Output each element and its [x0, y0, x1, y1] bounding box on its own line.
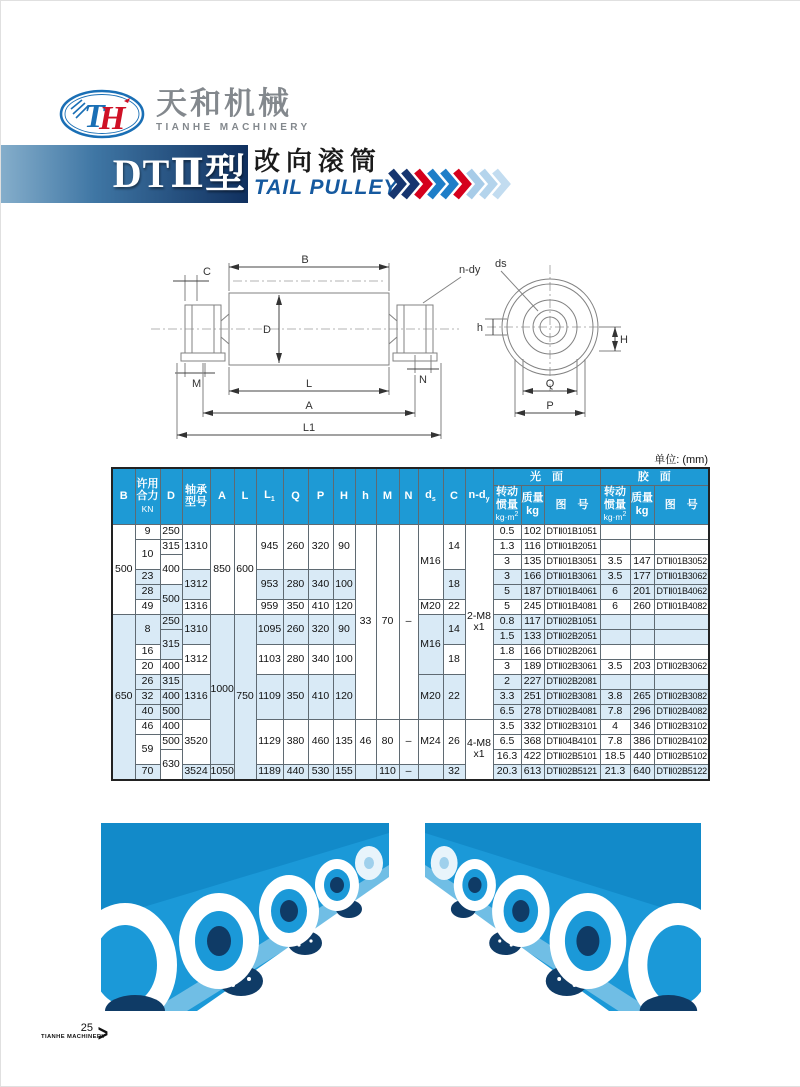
spec-cell: 18	[443, 644, 465, 674]
spec-cell: 6	[600, 599, 630, 614]
spec-cell: 3.8	[600, 689, 630, 704]
column-header: M	[376, 468, 399, 524]
product-title-cn: 改向滚筒	[254, 146, 383, 176]
column-header: H	[333, 468, 355, 524]
spec-cell: 251	[521, 689, 544, 704]
spec-cell	[654, 539, 709, 554]
page-number: 25	[80, 1022, 93, 1034]
svg-text:N: N	[419, 374, 427, 386]
spec-cell: 1316	[182, 674, 210, 719]
spec-cell: 650	[112, 614, 135, 780]
spec-cell	[654, 614, 709, 629]
spec-cell: 440	[283, 764, 308, 780]
spec-cell: 20	[135, 659, 160, 674]
spec-cell	[630, 524, 654, 539]
spec-cell: 187	[521, 584, 544, 599]
spec-cell: 203	[630, 659, 654, 674]
spec-cell	[600, 674, 630, 689]
spec-cell: 49	[135, 599, 160, 614]
spec-cell: 245	[521, 599, 544, 614]
spec-cell: 850	[210, 524, 234, 614]
spec-cell: 7.8	[600, 734, 630, 749]
spec-cell: DTⅡ02B2051	[544, 629, 600, 644]
spec-cell: 346	[630, 719, 654, 734]
spec-cell: 1000	[210, 614, 234, 764]
spec-cell: 117	[521, 614, 544, 629]
spec-cell	[600, 524, 630, 539]
spec-cell: 250	[160, 614, 182, 629]
spec-cell: DTⅡ01B3051	[544, 554, 600, 569]
spec-cell: 120	[333, 599, 355, 614]
model-name: DTⅡ型	[112, 151, 246, 196]
spec-cell: DTⅡ01B1051	[544, 524, 600, 539]
spec-cell: 315	[160, 674, 182, 689]
column-header: L	[234, 468, 256, 524]
spec-cell: 227	[521, 674, 544, 689]
spec-cell: 1050	[210, 764, 234, 780]
spec-cell: 1.8	[493, 644, 521, 659]
spec-cell	[654, 644, 709, 659]
spec-cell: DTⅡ02B3101	[544, 719, 600, 734]
spec-cell: DTⅡ02B4081	[544, 704, 600, 719]
spec-cell	[654, 629, 709, 644]
column-header: $n-d_y$	[465, 468, 493, 524]
spec-cell: 440	[630, 749, 654, 764]
spec-cell: M16	[418, 614, 443, 674]
spec-cell: 260	[283, 614, 308, 644]
spec-cell: 410	[308, 599, 333, 614]
spec-cell: 5	[493, 584, 521, 599]
chevron-arrows-icon	[387, 167, 527, 205]
spec-cell: M24	[418, 719, 443, 764]
spec-cell: DTⅡ02B5102	[654, 749, 709, 764]
spec-cell: 120	[333, 674, 355, 719]
spec-cell: 3.5	[600, 554, 630, 569]
svg-text:h: h	[476, 322, 483, 334]
spec-cell: DTⅡ02B2061	[544, 644, 600, 659]
spec-cell: 90	[333, 524, 355, 569]
column-header: D	[160, 468, 182, 524]
column-header: B	[112, 468, 135, 524]
spec-cell: 4	[600, 719, 630, 734]
spec-cell: DTⅡ02B3081	[544, 689, 600, 704]
spec-cell: 400	[160, 719, 182, 734]
spec-cell: –	[399, 764, 418, 780]
spec-cell: DTⅡ02B1051	[544, 614, 600, 629]
footer-company: TIANHE MACHINERY	[41, 1034, 106, 1040]
spec-cell: 320	[308, 524, 333, 569]
spec-cell: 368	[521, 734, 544, 749]
svg-text:L1: L1	[302, 422, 316, 434]
spec-cell: 410	[308, 674, 333, 719]
spec-cell: 1189	[256, 764, 283, 780]
spec-cell: DTⅡ01B3062	[654, 569, 709, 584]
pulley-side-view	[151, 254, 481, 439]
spec-cell: DTⅡ02B4102	[654, 734, 709, 749]
spec-cell: 280	[283, 569, 308, 599]
spec-cell: 500	[160, 704, 182, 719]
spec-cell: 9	[135, 524, 160, 539]
spec-cell	[600, 539, 630, 554]
spec-cell	[600, 629, 630, 644]
spec-cell: 400	[160, 689, 182, 704]
spec-cell: 460	[308, 719, 333, 764]
column-header: $d_s$	[418, 468, 443, 524]
column-header: 质量 kg	[521, 486, 544, 525]
column-header: N	[399, 468, 418, 524]
spec-cell: M20	[418, 674, 443, 719]
spec-cell: 116	[521, 539, 544, 554]
spec-cell: 613	[521, 764, 544, 780]
spec-cell: 70	[135, 764, 160, 780]
unit-note: 单位: (mm)	[654, 454, 708, 466]
spec-cell: 26	[443, 719, 465, 764]
svg-text:H: H	[620, 334, 628, 346]
spec-cell: 250	[160, 524, 182, 539]
table-row	[112, 524, 709, 539]
spec-cell: 40	[135, 704, 160, 719]
spec-cell: DTⅡ01B2051	[544, 539, 600, 554]
pulley-photo-left	[101, 823, 389, 1011]
column-header: 图 号	[544, 486, 600, 525]
spec-cell: 1103	[256, 644, 283, 674]
spec-cell: 380	[283, 719, 308, 764]
spec-cell: DTⅡ04B4101	[544, 734, 600, 749]
spec-cell: 102	[521, 524, 544, 539]
spec-cell: 3	[493, 554, 521, 569]
spec-cell: 3520	[182, 719, 210, 764]
spec-cell: 3524	[182, 764, 210, 780]
spec-cell: 530	[308, 764, 333, 780]
spec-cell	[630, 644, 654, 659]
spec-cell: 80	[376, 719, 399, 764]
spec-cell: 23	[135, 569, 160, 584]
svg-text:n-dy: n-dy	[459, 264, 481, 276]
spec-cell: 8	[135, 614, 160, 644]
spec-cell: 155	[333, 764, 355, 780]
spec-cell: 147	[630, 554, 654, 569]
product-title-en: TAIL PULLEY	[254, 176, 399, 199]
column-header: 转动 惯量 $kg\cdot m^2$	[600, 486, 630, 525]
svg-text:L: L	[305, 378, 313, 390]
company-name-cn: 天和机械	[156, 86, 292, 121]
technical-drawing	[129, 251, 691, 457]
tianhe-logo-icon	[58, 87, 146, 141]
spec-cell: 1310	[182, 614, 210, 644]
company-name	[156, 87, 311, 133]
spec-cell: 500	[112, 524, 135, 614]
spec-cell: DTⅡ02B5101	[544, 749, 600, 764]
spec-cell: 315	[160, 539, 182, 554]
svg-text:ds: ds	[495, 258, 507, 270]
spec-cell: 945	[256, 524, 283, 569]
column-header: Q	[283, 468, 308, 524]
spec-cell: 110	[376, 764, 399, 780]
spec-cell: 400	[160, 659, 182, 674]
spec-cell	[600, 644, 630, 659]
spec-cell	[630, 539, 654, 554]
spec-cell: DTⅡ02B3102	[654, 719, 709, 734]
spec-cell: 386	[630, 734, 654, 749]
column-header: 图 号	[654, 486, 709, 525]
spec-cell: 18	[443, 569, 465, 599]
spec-cell: 3.5	[493, 719, 521, 734]
spec-cell: DTⅡ01B4062	[654, 584, 709, 599]
spec-cell: 953	[256, 569, 283, 599]
spec-cell: 46	[135, 719, 160, 734]
spec-cell: 320	[308, 614, 333, 644]
svg-text:A: A	[305, 400, 313, 412]
spec-cell: 90	[333, 614, 355, 644]
spec-cell: 260	[630, 599, 654, 614]
spec-cell: DTⅡ01B4081	[544, 599, 600, 614]
column-header: 轴承 型号	[182, 468, 210, 524]
spec-cell: 332	[521, 719, 544, 734]
spec-cell: 16	[135, 644, 160, 659]
spec-cell	[630, 614, 654, 629]
column-header: h	[355, 468, 376, 524]
group-header: 胶 面	[600, 468, 709, 486]
spec-cell: 1312	[182, 569, 210, 599]
spec-cell: 296	[630, 704, 654, 719]
spec-cell: 133	[521, 629, 544, 644]
svg-text:B: B	[301, 254, 309, 266]
spec-cell: 265	[630, 689, 654, 704]
spec-cell: 26	[135, 674, 160, 689]
spec-cell: 1129	[256, 719, 283, 764]
pulley-end-view	[477, 258, 628, 417]
spec-cell: 750	[234, 614, 256, 780]
spec-cell: DTⅡ01B3061	[544, 569, 600, 584]
pulley-photo-right	[425, 823, 701, 1011]
spec-cell: DTⅡ02B4082	[654, 704, 709, 719]
spec-cell: 6	[600, 584, 630, 599]
spec-cell: 3.5	[600, 659, 630, 674]
spec-cell: 46	[355, 719, 376, 764]
spec-cell: 278	[521, 704, 544, 719]
spec-cell: 22	[443, 599, 465, 614]
spec-cell: 28	[135, 584, 160, 599]
spec-cell: 22	[443, 674, 465, 719]
spec-cell: 2-M8 x1	[465, 524, 493, 719]
spec-cell: 1.3	[493, 539, 521, 554]
spec-cell: 33	[355, 524, 376, 719]
spec-cell: 2	[493, 674, 521, 689]
spec-table	[111, 467, 710, 781]
spec-cell: 3	[493, 569, 521, 584]
svg-text:T: T	[84, 98, 105, 135]
spec-cell: 177	[630, 569, 654, 584]
spec-cell: 0.8	[493, 614, 521, 629]
spec-cell: DTⅡ02B2081	[544, 674, 600, 689]
spec-cell: 18.5	[600, 749, 630, 764]
spec-cell: 959	[256, 599, 283, 614]
column-header: 质量 kg	[630, 486, 654, 525]
spec-cell: 630	[160, 749, 182, 780]
spec-cell: –	[399, 719, 418, 764]
spec-cell: 10	[135, 539, 160, 569]
spec-cell: 189	[521, 659, 544, 674]
model-banner	[1, 145, 248, 203]
spec-cell: 400	[160, 554, 182, 584]
spec-cell: 5	[493, 599, 521, 614]
group-header: 光 面	[493, 468, 600, 486]
spec-cell: 1095	[256, 614, 283, 644]
table-row	[112, 719, 709, 734]
column-header: P	[308, 468, 333, 524]
spec-cell: 422	[521, 749, 544, 764]
product-title	[254, 147, 398, 201]
spec-cell: DTⅡ02B3061	[544, 659, 600, 674]
column-header: C	[443, 468, 465, 524]
spec-cell: 4-M8 x1	[465, 719, 493, 780]
spec-cell: 135	[521, 554, 544, 569]
spec-cell: 500	[160, 584, 182, 614]
spec-cell: 100	[333, 644, 355, 674]
column-header: A	[210, 468, 234, 524]
spec-cell: 1310	[182, 524, 210, 569]
spec-cell: 1109	[256, 674, 283, 719]
spec-cell	[418, 764, 443, 780]
spec-cell: 14	[443, 614, 465, 644]
spec-cell: DTⅡ02B5121	[544, 764, 600, 780]
spec-cell: 166	[521, 644, 544, 659]
footer-chevron-icon: >	[97, 1020, 109, 1047]
spec-cell: 1312	[182, 644, 210, 674]
spec-cell	[600, 614, 630, 629]
spec-cell: 280	[283, 644, 308, 674]
spec-cell: DTⅡ01B3052	[654, 554, 709, 569]
spec-cell: 21.3	[600, 764, 630, 780]
spec-cell: 32	[135, 689, 160, 704]
spec-cell: 70	[376, 524, 399, 719]
spec-cell: 0.5	[493, 524, 521, 539]
spec-cell: M20	[418, 599, 443, 614]
spec-cell: DTⅡ02B3062	[654, 659, 709, 674]
spec-cell: 500	[160, 734, 182, 749]
spec-cell: 315	[160, 629, 182, 659]
spec-cell: 16.3	[493, 749, 521, 764]
column-header: $L_1$	[256, 468, 283, 524]
svg-text:H: H	[99, 100, 126, 137]
spec-cell: 260	[283, 524, 308, 569]
spec-cell: 3	[493, 659, 521, 674]
spec-cell	[630, 674, 654, 689]
spec-cell: 7.8	[600, 704, 630, 719]
spec-cell: 340	[308, 644, 333, 674]
spec-cell: 6.5	[493, 734, 521, 749]
spec-cell: –	[399, 524, 418, 719]
spec-cell: 3.5	[600, 569, 630, 584]
spec-cell: 14	[443, 524, 465, 569]
spec-cell	[630, 629, 654, 644]
table-row	[112, 764, 709, 780]
svg-text:P: P	[546, 400, 554, 412]
logo-area	[58, 87, 311, 141]
spec-cell: 166	[521, 569, 544, 584]
spec-cell	[355, 764, 376, 780]
spec-cell: 600	[234, 524, 256, 614]
spec-cell	[654, 674, 709, 689]
spec-cell: 1.5	[493, 629, 521, 644]
spec-cell	[654, 524, 709, 539]
spec-cell: 3.3	[493, 689, 521, 704]
spec-cell: M16	[418, 524, 443, 599]
spec-cell: 6.5	[493, 704, 521, 719]
footer-brand	[41, 1022, 106, 1040]
column-header: 转动 惯量 $kg\cdot m^2$	[493, 486, 521, 525]
spec-cell: 201	[630, 584, 654, 599]
svg-text:D: D	[263, 324, 271, 336]
spec-cell: DTⅡ02B5122	[654, 764, 709, 780]
spec-cell: 100	[333, 569, 355, 599]
spec-cell: 135	[333, 719, 355, 764]
spec-cell: 340	[308, 569, 333, 599]
spec-cell: 640	[630, 764, 654, 780]
spec-cell: DTⅡ01B4061	[544, 584, 600, 599]
svg-text:M: M	[192, 378, 202, 390]
spec-cell: 350	[283, 599, 308, 614]
spec-cell: 59	[135, 734, 160, 764]
spec-cell: 1316	[182, 599, 210, 614]
spec-cell: DTⅡ02B3082	[654, 689, 709, 704]
spec-cell: DTⅡ01B4082	[654, 599, 709, 614]
spec-cell: 32	[443, 764, 465, 780]
spec-cell: 20.3	[493, 764, 521, 780]
product-photos	[1, 823, 800, 1011]
spec-cell: 350	[283, 674, 308, 719]
chevron	[391, 171, 402, 197]
svg-text:C: C	[203, 266, 211, 278]
column-header: 许用 合力 KN	[135, 468, 160, 524]
svg-text:Q: Q	[545, 378, 555, 390]
company-name-en: TIANHE MACHINERY	[156, 122, 311, 133]
